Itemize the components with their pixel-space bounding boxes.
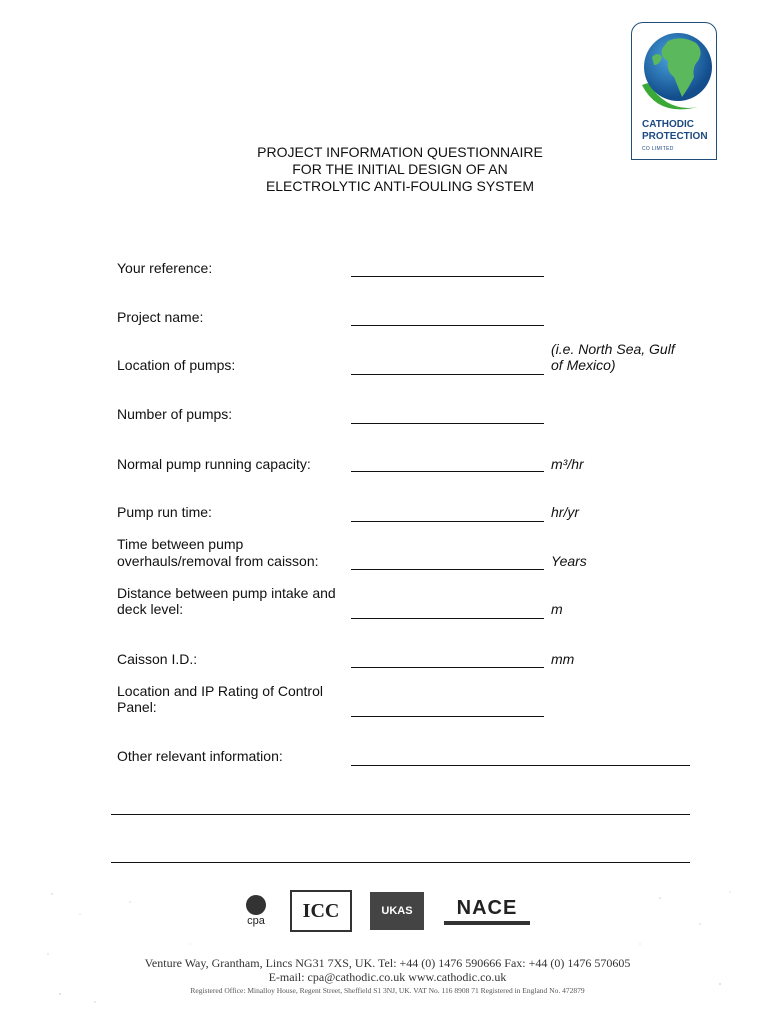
unit-pump-run-time: hr/yr [551,504,579,520]
document-title [0,144,768,195]
input-line-number-of-pumps[interactable] [351,423,544,424]
logo-text-line2: PROTECTION [642,131,708,142]
input-line-overhaul-interval[interactable] [351,569,544,570]
ukas-badge [370,892,424,930]
field-label-location-of-pumps: Location of pumps: [117,357,236,373]
cpa-badge-label: cpa [247,915,265,927]
globe-icon [638,27,712,119]
input-line-project-name[interactable] [351,325,544,326]
unit-pump-capacity: m³/hr [551,456,584,472]
input-line-intake-distance[interactable] [351,618,544,619]
input-line-other-info-3[interactable] [111,862,690,863]
field-label-pump-capacity: Normal pump running capacity: [117,456,311,472]
logo-text-line3: CO LIMITED [642,146,674,152]
input-line-other-info-2[interactable] [111,814,690,815]
footer-email-web: E-mail: cpa@cathodic.co.uk www.cathodic.co.uk [268,970,507,984]
field-label-your-reference: Your reference: [117,260,213,276]
input-line-your-reference[interactable] [351,276,544,277]
unit-intake-distance: m [551,601,563,617]
input-line-location-of-pumps[interactable] [351,374,544,375]
field-label-control-panel-line-1: Location and IP Rating of Control [117,683,323,699]
field-label-caisson-id: Caisson I.D.: [117,651,198,667]
input-line-caisson-id[interactable] [351,667,544,668]
footer-registered-office: Registered Office: Minalloy House, Regent Street, Sheffield S1 3NJ, UK. VAT No. 116 8908 71 Registered in England No. 472879 [190,986,585,995]
cpa-badge [240,891,272,931]
field-label-distance-line-2: deck level: [117,601,184,617]
title-line-3: ELECTROLYTIC ANTI-FOULING SYSTEM [265,178,535,194]
nace-badge [442,893,532,929]
title-line-2: FOR THE INITIAL DESIGN OF AN [292,161,508,177]
field-label-pump-run-time: Pump run time: [117,504,212,520]
field-label-overhaul-line-1: Time between pump [117,536,244,552]
field-label-distance-line-1: Distance between pump intake and [117,585,336,601]
logo-text-line1: CATHODIC [642,119,695,130]
hint-location-line-2: of Mexico) [551,357,616,373]
icc-badge [290,890,352,932]
footer-address: Venture Way, Grantham, Lincs NG31 7XS, UK. Tel: +44 (0) 1476 590666 Fax: +44 (0) 1476 570605 [144,956,631,970]
icc-badge-label: ICC [302,899,340,922]
input-line-pump-capacity[interactable] [351,471,544,472]
letterhead-footer [40,884,735,1010]
field-label-overhaul-line-2: overhauls/removal from caisson: [117,553,319,569]
hint-location-line-1: (i.e. North Sea, Gulf [551,341,675,357]
title-line-1: PROJECT INFORMATION QUESTIONNAIRE [257,144,543,160]
field-label-number-of-pumps: Number of pumps: [117,406,233,422]
ukas-badge-label: UKAS [381,905,413,917]
input-line-other-info-1[interactable] [351,765,690,766]
field-label-project-name: Project name: [117,309,204,325]
company-logo [631,22,717,160]
unit-overhaul-interval: Years [551,553,587,569]
input-line-control-panel[interactable] [351,716,544,717]
nace-badge-label: NACE [456,897,518,919]
unit-caisson-id: mm [551,651,575,667]
field-label-other-info: Other relevant information: [117,748,283,764]
field-label-control-panel-line-2: Panel: [117,699,157,715]
input-line-pump-run-time[interactable] [351,521,544,522]
